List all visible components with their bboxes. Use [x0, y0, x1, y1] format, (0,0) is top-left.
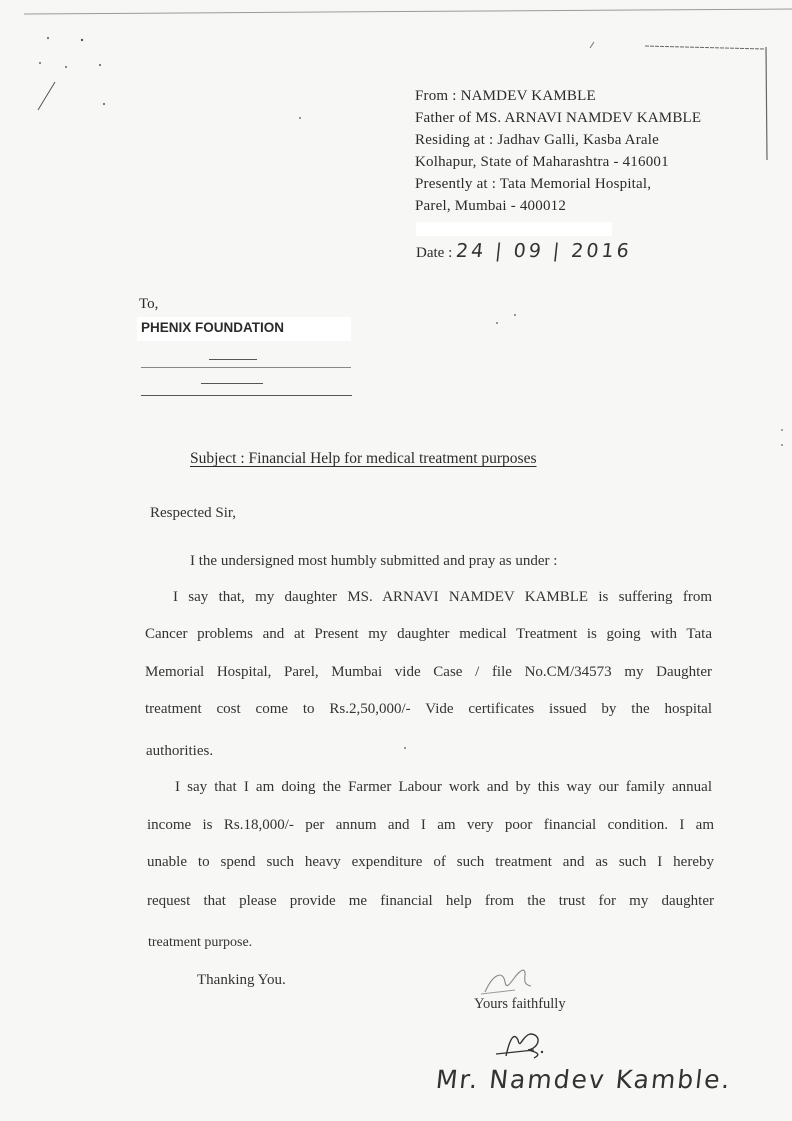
paragraph2-line: request that please provide me financial help from the trust for my daughter [147, 893, 714, 909]
paragraph1-line: Memorial Hospital, Parel, Mumbai vide Case / file No.CM/34573 my Daughter [145, 664, 712, 680]
address-rule-1 [209, 359, 257, 360]
redaction-patch [416, 222, 612, 236]
sender-address-2: Kolhapur, State of Maharashtra - 416001 [415, 154, 669, 170]
date-label: Date : [416, 245, 453, 261]
sender-present-at: Presently at : Tata Memorial Hospital, [415, 176, 652, 192]
salutation: Respected Sir, [150, 505, 237, 521]
thanking-you: Thanking You. [197, 972, 286, 988]
signature-name: Mr. Namdev Kamble. [434, 1065, 734, 1094]
date-row [416, 240, 632, 262]
intro-line: I the undersigned most humbly submitted and pray as under : [190, 553, 558, 569]
sender-present-address: Parel, Mumbai - 400012 [415, 198, 567, 214]
subject-line: Subject : Financial Help for medical treatment purposes [190, 450, 537, 467]
paragraph2-line: unable to spend such heavy expenditure of such treatment and as such I hereby [147, 854, 714, 870]
paragraph2-line-last: treatment purpose. [148, 935, 253, 950]
sender-name: From : NAMDEV KAMBLE [415, 88, 596, 104]
paragraph1-line: I say that, my daughter MS. ARNAVI NAMDEV KAMBLE is suffering from [173, 589, 712, 605]
sender-address-1: Residing at : Jadhav Galli, Kasba Arale [415, 132, 659, 148]
paragraph1-line: treatment cost come to Rs.2,50,000/- Vide certificates issued by the hospital [145, 701, 712, 717]
signature-initials [490, 1028, 560, 1068]
yours-faithfully: Yours faithfully [474, 996, 566, 1012]
date-value: 24 | 09 | 2016 [454, 240, 633, 262]
sender-relation: Father of MS. ARNAVI NAMDEV KAMBLE [415, 110, 702, 126]
paragraph2-line: income is Rs.18,000/- per annum and I am very poor financial condition. I am [147, 817, 714, 833]
address-rule-4 [141, 395, 352, 396]
address-rule-2 [141, 367, 351, 368]
address-rule-3 [201, 383, 263, 384]
to-label: To, [139, 296, 159, 312]
signature-name-row [436, 1065, 732, 1094]
paragraph1-line-last: authorities. [146, 743, 214, 759]
paragraph2-line: I say that I am doing the Farmer Labour work and by this way our family annual [175, 779, 712, 795]
recipient-name: PHENIX FOUNDATION [137, 317, 351, 341]
paragraph1-line: Cancer problems and at Present my daughter medical Treatment is going with Tata [145, 626, 712, 642]
